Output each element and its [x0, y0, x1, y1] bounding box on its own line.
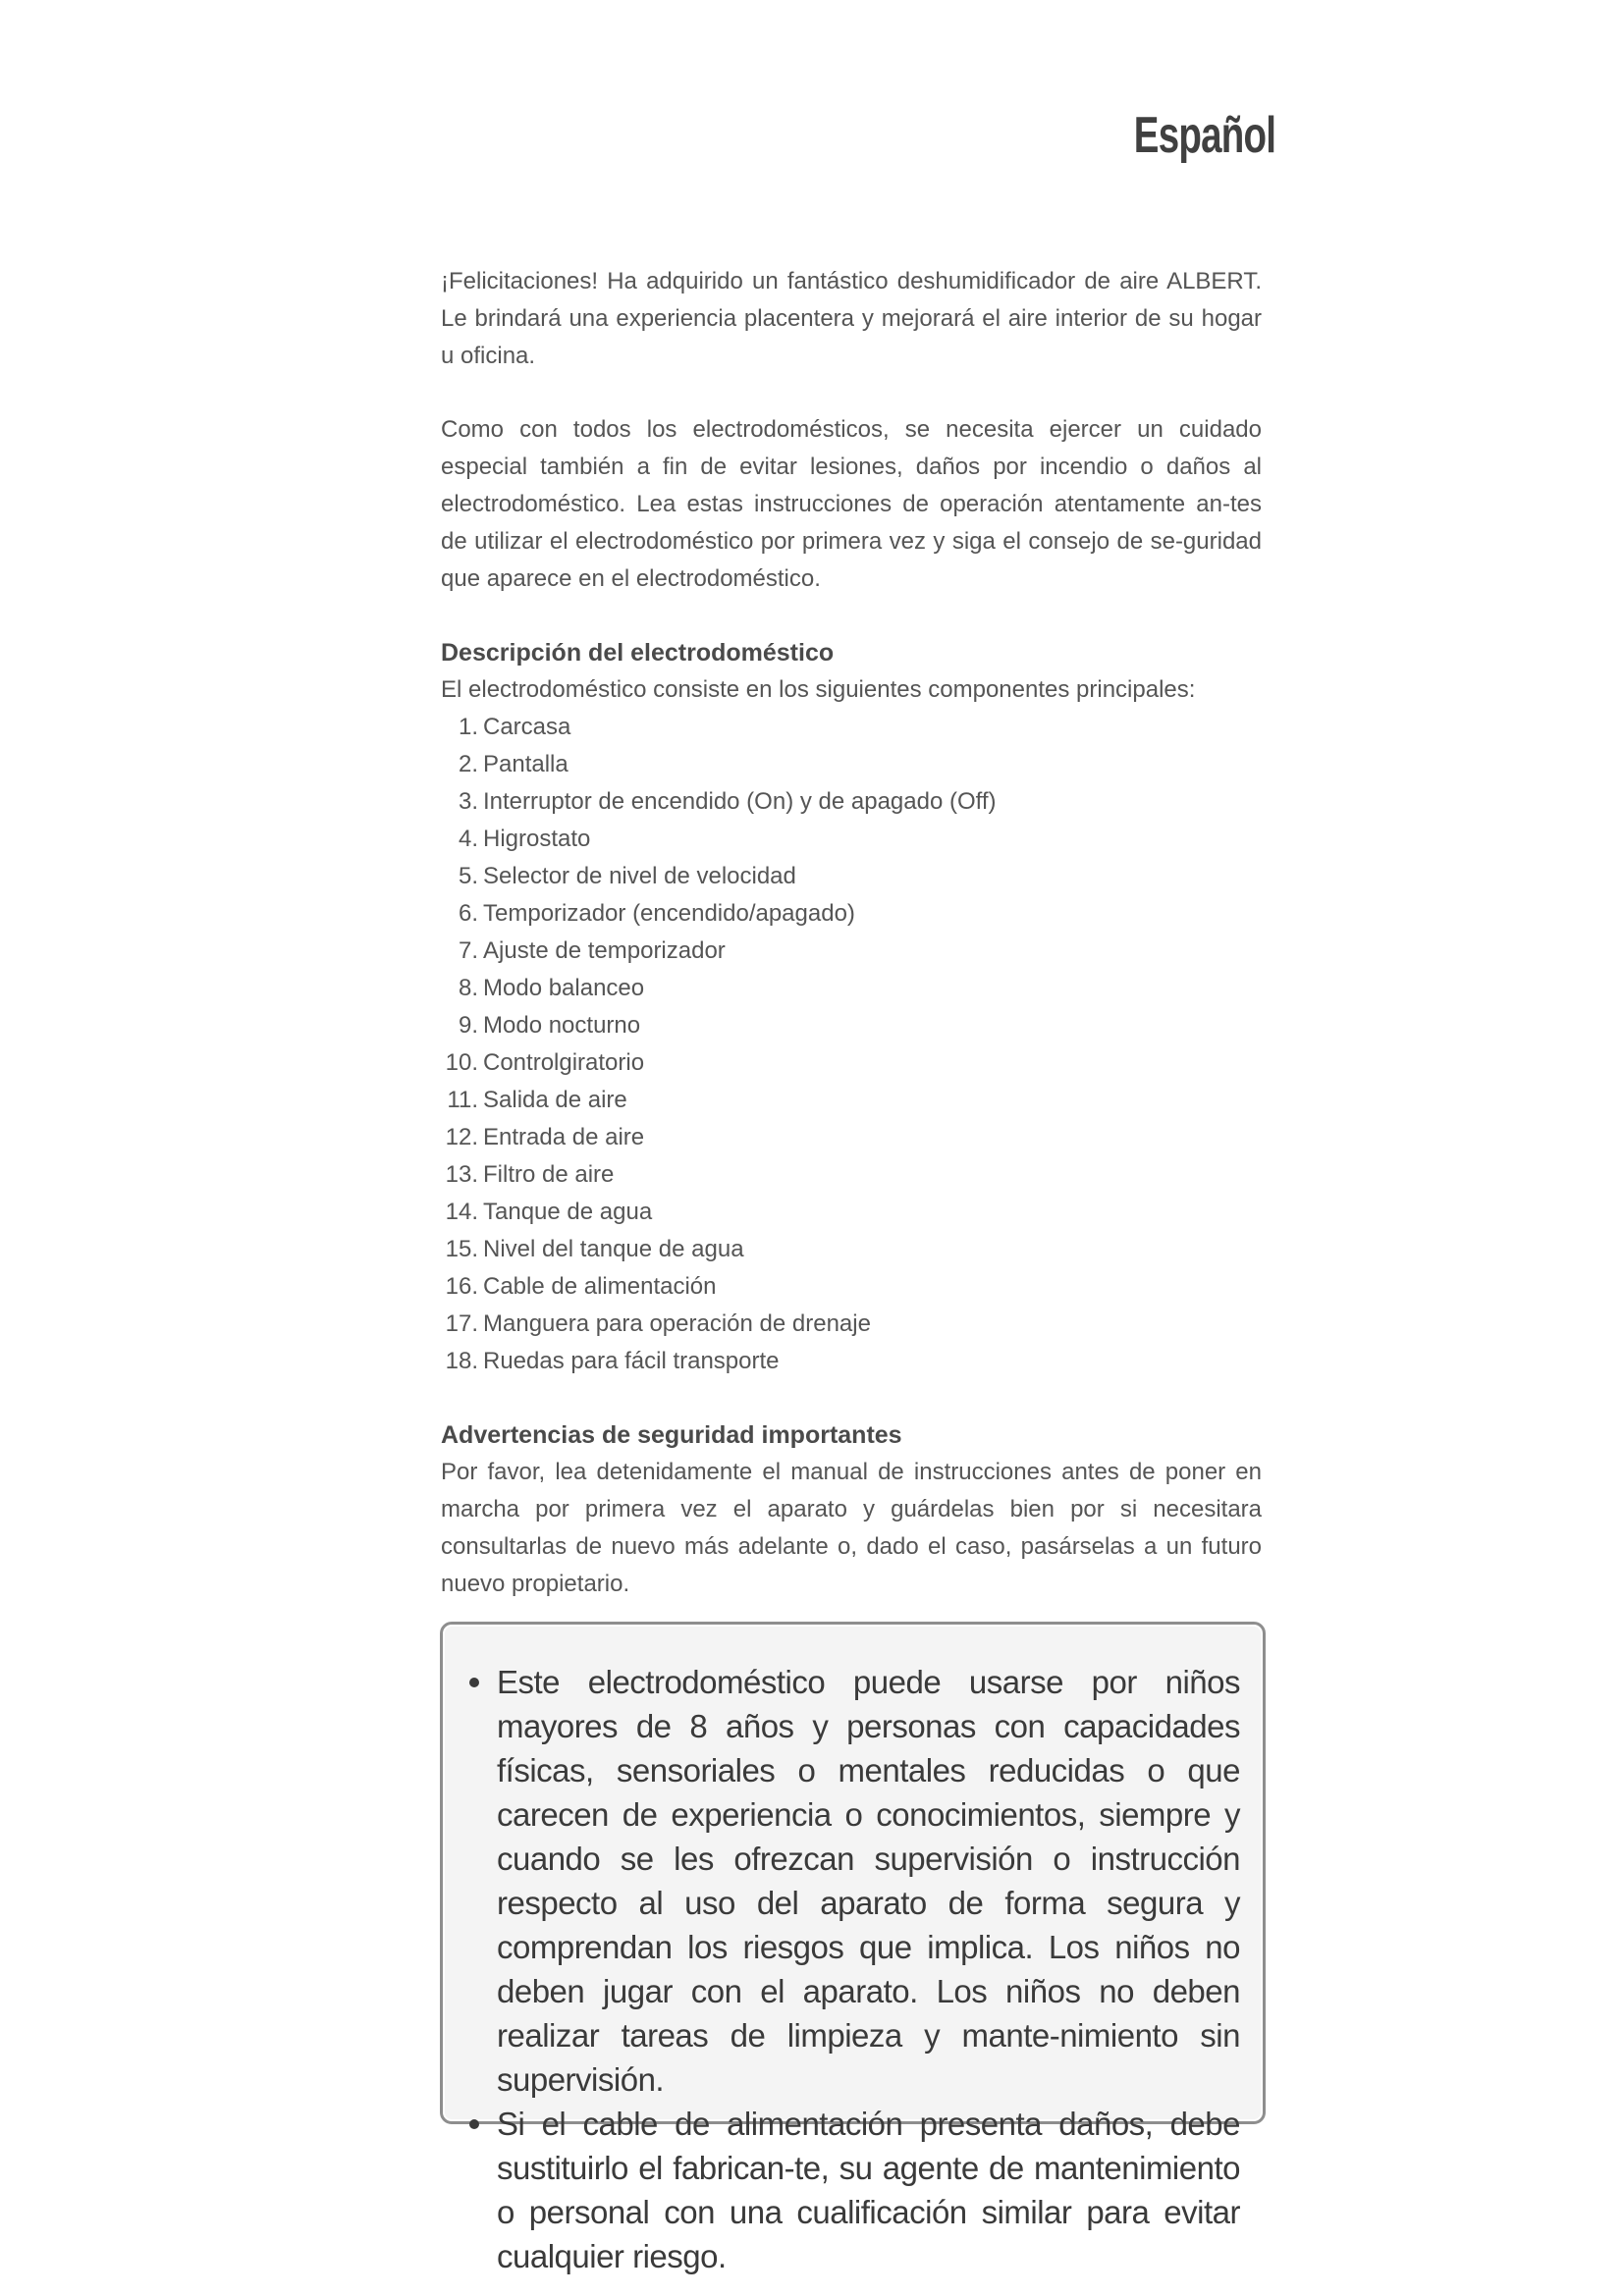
intro-paragraph-2: Como con todos los electrodomésticos, se necesita ejercer un cuidado especial también a fin de evitar lesiones, daños por incendio o daños al electrodoméstico. Lea estas instrucciones de operación atentamente an-tes de utilizar el electrodoméstico por primera vez y siga el consejo de se-guridad que aparece en el electrodoméstico.	[441, 416, 1262, 592]
component-number: 4.	[458, 826, 478, 852]
component-number: 6.	[458, 900, 478, 927]
component-item	[441, 1156, 1262, 1194]
component-item	[441, 1082, 1262, 1119]
component-label: Cable de alimentación	[483, 1273, 717, 1300]
component-item	[441, 821, 1262, 858]
component-label: Controlgiratorio	[483, 1049, 645, 1076]
component-number: 17.	[445, 1310, 478, 1337]
component-label: Tanque de agua	[483, 1199, 653, 1225]
component-number: 13.	[445, 1161, 478, 1188]
component-item	[441, 1343, 1262, 1380]
warning-text: Si el cable de alimentación presenta daños, debe sustituirlo el fabrican-te, su agente de mantenimiento o personal con una cualificación similar para evitar cualquier riesgo.	[497, 2106, 1240, 2274]
component-item	[441, 895, 1262, 933]
component-number: 12.	[445, 1124, 478, 1150]
description-lead: El electrodoméstico consiste en los siguientes componentes principales:	[441, 676, 1196, 703]
component-item	[441, 1231, 1262, 1268]
component-number: 16.	[445, 1273, 478, 1300]
page-language-heading: Español	[1133, 107, 1275, 164]
component-item	[441, 1268, 1262, 1306]
component-item	[441, 709, 1262, 746]
description-section-title: Descripción del electrodoméstico	[441, 639, 835, 667]
component-list	[441, 709, 1262, 1380]
component-label: Interruptor de encendido (On) y de apagado (Off)	[483, 788, 997, 815]
manual-content	[441, 263, 1262, 1603]
safety-lead: Por favor, lea detenidamente el manual de instrucciones antes de poner en marcha por primera vez el aparato y guárdelas bien por si necesitara consultarlas de nuevo más adelante o, dado el caso, pasárselas a un futuro nuevo propietario.	[441, 1459, 1262, 1597]
warning-list	[464, 1660, 1240, 2278]
component-number: 5.	[458, 863, 478, 889]
component-label: Higrostato	[483, 826, 591, 852]
component-label: Modo balanceo	[483, 975, 645, 1001]
component-item	[441, 933, 1262, 970]
component-number: 14.	[445, 1199, 478, 1225]
component-number: 1.	[458, 714, 478, 740]
component-number: 2.	[458, 751, 478, 777]
component-label: Pantalla	[483, 751, 568, 777]
component-number: 15.	[445, 1236, 478, 1262]
component-number: 8.	[458, 975, 478, 1001]
component-label: Ajuste de temporizador	[483, 937, 726, 964]
warning-item	[464, 1660, 1240, 2102]
safety-warning-box	[440, 1622, 1266, 2274]
component-item	[441, 858, 1262, 895]
component-number: 11.	[447, 1087, 478, 1113]
component-number: 9.	[458, 1012, 478, 1039]
component-number: 3.	[458, 788, 478, 815]
paragraph-gap	[441, 1380, 1262, 1416]
bullet-icon	[469, 2119, 479, 2129]
component-number: 18.	[445, 1348, 478, 1374]
component-label: Ruedas para fácil transporte	[483, 1348, 780, 1374]
component-label: Modo nocturno	[483, 1012, 641, 1039]
component-item	[441, 1194, 1262, 1231]
component-item	[441, 1007, 1262, 1044]
paragraph-gap	[441, 598, 1262, 634]
component-label: Salida de aire	[483, 1087, 627, 1113]
safety-section-title: Advertencias de seguridad importantes	[441, 1421, 902, 1449]
paragraph-gap	[441, 375, 1262, 411]
component-item	[441, 746, 1262, 783]
component-item	[441, 1044, 1262, 1082]
component-label: Entrada de aire	[483, 1124, 645, 1150]
warning-text: Este electrodoméstico puede usarse por niños mayores de 8 años y personas con capacidades físicas, sensoriales o mentales reducidas o que carecen de experiencia o conocimientos, siempre y cuando se les ofrezcan supervisión o instrucción respecto al uso del aparato de forma segura y comprendan los riesgos que implica. Los niños no deben jugar con el aparato. Los niños no deben realizar tareas de limpieza y mante-nimiento sin supervisión.	[497, 1664, 1240, 2098]
component-item	[441, 1306, 1262, 1343]
component-item	[441, 1119, 1262, 1156]
warning-item	[464, 2102, 1240, 2278]
component-label: Carcasa	[483, 714, 571, 740]
component-item	[441, 970, 1262, 1007]
component-number: 10.	[445, 1049, 478, 1076]
component-label: Selector de nivel de velocidad	[483, 863, 796, 889]
component-label: Filtro de aire	[483, 1161, 615, 1188]
component-label: Nivel del tanque de agua	[483, 1236, 744, 1262]
component-number: 7.	[458, 937, 478, 964]
component-item	[441, 783, 1262, 821]
component-label: Manguera para operación de drenaje	[483, 1310, 871, 1337]
bullet-icon	[469, 1678, 479, 1687]
intro-paragraph-1: ¡Felicitaciones! Ha adquirido un fantástico deshumidificador de aire ALBERT. Le brindará una experiencia placentera y mejorará el aire interior de su hogar u oficina.	[441, 268, 1262, 369]
component-label: Temporizador (encendido/apagado)	[483, 900, 855, 927]
